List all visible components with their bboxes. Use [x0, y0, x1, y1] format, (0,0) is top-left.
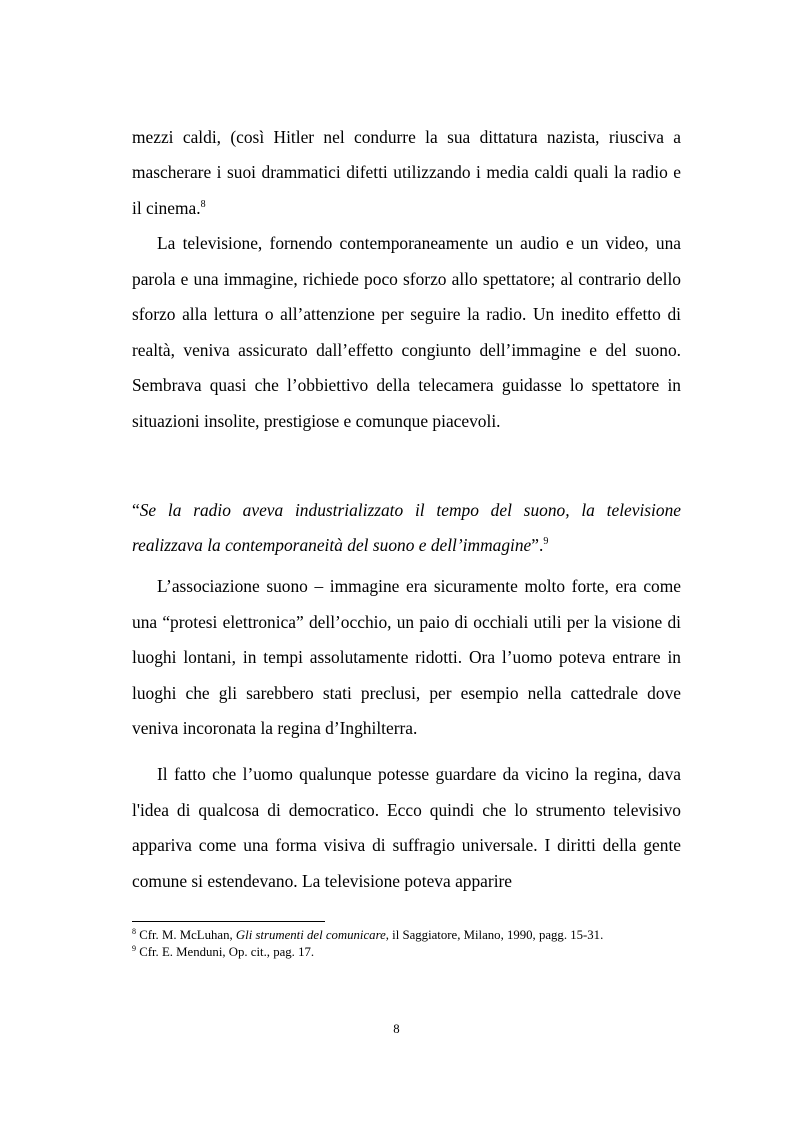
footnotes [132, 927, 692, 961]
footnote-book-title: Gli strumenti del comunicare [235, 928, 386, 942]
footnote-number: 8 [132, 927, 136, 936]
quotation [132, 493, 681, 564]
footnote-separator [132, 921, 325, 922]
page-number: 8 [393, 1022, 400, 1036]
footnote-8 [132, 927, 692, 944]
quote-close-mark: ”. [531, 535, 544, 555]
footnote-reference: 9 [543, 536, 549, 547]
footnote-text: , il Saggiatore, Milano, 1990, pagg. 15-31. [385, 928, 604, 942]
footnote-9 [132, 944, 692, 961]
paragraph-sound-image: L’associazione suono – immagine era sicuramente molto forte, era come una “protesi elettronica” dell’occhio, un paio di occhiali utili per la visione di luoghi lontani, in tempi assolutamente ridotti. Ora l’uomo poteva entrare in luoghi che gli sarebbero stati preclusi, per esempio nella cattedrale dove veniva incoronata la regina d’Inghilterra. [132, 576, 681, 738]
paragraph-television: La televisione, fornendo contemporaneamente un audio e un video, una parola e una immagine, richiede poco sforzo allo spettatore; al contrario dello sforzo alla lettura o all’attenzione per seguire la radio. Un inedito effetto di realtà, veniva assicurato dall’effetto congiunto dell’immagine e del suono. Sembrava quasi che l’obbiettivo della telecamera guidasse lo spettatore in situazioni insolite, prestigiose e comunque piacevoli. [132, 233, 681, 431]
quote-open-mark: “ [132, 499, 140, 520]
footnote-text: Cfr. E. Menduni, Op. cit., pag. 17. [136, 945, 315, 959]
paragraph-continuation [132, 120, 681, 227]
footnote-text: Cfr. M. McLuhan, [136, 928, 236, 942]
footnote-reference: 8 [200, 198, 206, 210]
footnote-number: 9 [132, 944, 136, 953]
quote-text: Se la radio aveva industrializzato il tempo del suono, la televisione realizzava la contemporaneità del suono e dell’immagine [132, 499, 681, 555]
paragraph-democracy: Il fatto che l’uomo qualunque potesse guardare da vicino la regina, dava l'idea di qualcosa di democratico. Ecco quindi che lo strumento televisivo appariva come una forma visiva di suffragio universale. I diritti della gente comune si estendevano. La televisione poteva apparire [132, 764, 681, 891]
paragraph-text: mezzi caldi, (così Hitler nel condurre la sua dittatura nazista, riusciva a mascherare i suoi drammatici difetti utilizzando i media caldi quali la radio e il cinema. [132, 126, 681, 218]
